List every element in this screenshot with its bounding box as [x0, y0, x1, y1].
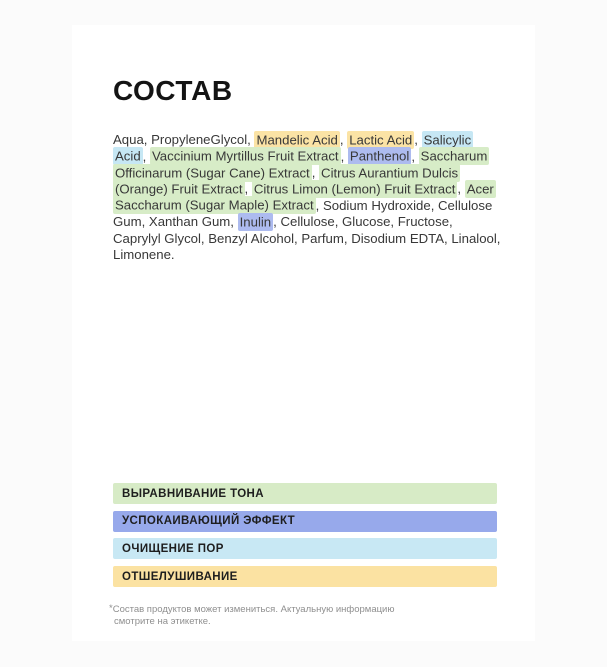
benefit-label: ОТШЕЛУШИВАНИЕ	[122, 570, 238, 583]
ingredient-highlight-purple: Panthenol	[349, 148, 410, 164]
ingredient-highlight-blue: Salicylic Acid	[115, 132, 472, 164]
ingredient-text: ,	[414, 132, 422, 148]
composition-title: СОСТАВ	[113, 74, 233, 106]
ingredient-highlight-green: Acer Saccharum (Sugar Maple) Extract	[115, 181, 494, 213]
ingredient-highlight-yellow: Mandelic Acid	[256, 132, 338, 148]
ingredient-highlight-green: Saccharum Officinarum (Sugar Cane) Extract	[115, 148, 488, 180]
ingredient-text: Aqua, PropyleneGlycol,	[113, 132, 255, 148]
benefit-label: ОЧИЩЕНИЕ ПОР	[122, 542, 224, 555]
benefit-label: ВЫРАВНИВАНИЕ ТОНА	[122, 487, 264, 500]
benefit-bar	[113, 483, 497, 504]
ingredient-highlight-green: Citrus Aurantium Dulcis (Orange) Fruit Extract	[115, 165, 459, 197]
ingredient-highlight-yellow: Lactic Acid	[349, 132, 413, 148]
footnote-asterisk: *	[109, 602, 113, 614]
ingredient-text: , Sodium Hydroxide, Cellulose Gum, Xanthan Gum,	[113, 197, 493, 230]
benefit-bar	[113, 511, 497, 532]
footnote	[109, 603, 426, 629]
benefit-label: УСПОКАИВАЮЩИЙ ЭФФЕКТ	[122, 515, 296, 528]
ingredient-text: ,	[311, 165, 320, 180]
ingredients-paragraph	[113, 132, 501, 263]
ingredient-text: , Cellulose, Glucose, Fructose, Caprylyl Glycol, Benzyl Alcohol, Parfum, Disodium EDTA, Linalool, Limonene.	[113, 214, 501, 263]
footnote-text: Состав продуктов может измениться. Актуальную информацию смотрите на этикетке.	[112, 603, 395, 627]
benefit-bar	[113, 566, 497, 587]
ingredient-text: ,	[411, 148, 419, 164]
ingredient-text: ,	[244, 181, 252, 197]
benefits-list	[113, 483, 497, 594]
ingredient-highlight-green: Vaccinium Myrtillus Fruit Extract	[151, 148, 339, 164]
ingredient-text: ,	[339, 132, 348, 148]
ingredient-highlight-green: Citrus Limon (Lemon) Fruit Extract	[253, 181, 456, 197]
ingredient-highlight-purple: Inulin	[239, 214, 272, 230]
benefit-bar	[113, 538, 497, 559]
ingredient-text: ,	[142, 148, 150, 164]
ingredient-text: ,	[340, 148, 348, 164]
product-info-card	[72, 25, 535, 641]
ingredient-text: ,	[457, 181, 465, 197]
